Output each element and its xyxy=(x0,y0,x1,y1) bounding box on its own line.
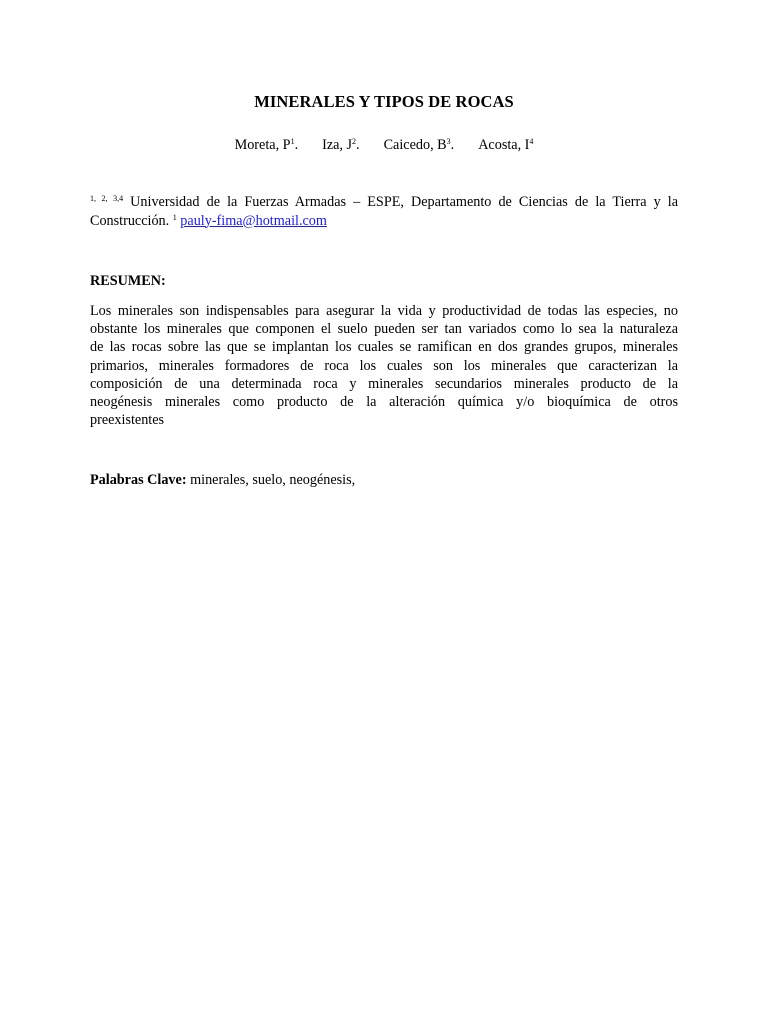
author-1 xyxy=(235,136,299,154)
abstract-line: neogénesis minerales como producto de la alteración química y/o bioquímica de otros xyxy=(90,393,678,410)
abstract-line: composición de una determinada roca y minerales secundarios minerales producto de la xyxy=(90,375,678,392)
author-name: Caicedo, B xyxy=(383,137,447,153)
affiliation xyxy=(90,193,678,230)
abstract-heading: RESUMEN: xyxy=(90,273,166,289)
author-suffix: . xyxy=(356,137,360,153)
author-name: Acosta, I xyxy=(478,137,530,153)
author-affiliation-mark: 4 xyxy=(529,137,534,146)
author-list xyxy=(0,136,768,154)
author-name: Moreta, P xyxy=(234,137,291,153)
author-2 xyxy=(322,136,359,154)
affiliation-marks: 1, 2, 3,4 xyxy=(90,194,124,203)
abstract-line: Los minerales son indispensables para asegurar la vida y productividad de todas las especies, no xyxy=(90,303,678,319)
email-affiliation-mark: 1 xyxy=(172,212,177,222)
author-4 xyxy=(478,136,533,154)
abstract-line: de las rocas sobre las que se implantan los cuales se ramifican en dos grandes grupos, minerales xyxy=(90,339,678,356)
author-suffix: . xyxy=(294,137,299,153)
author-affiliation-mark: 3 xyxy=(446,137,451,146)
author-affiliation-mark: 1 xyxy=(290,137,295,146)
author-3 xyxy=(384,136,455,154)
abstract-body xyxy=(90,302,678,429)
affiliation-text: Universidad de la Fuerzas Armadas – ESPE, Departamento de Ciencias de la Tierra y la Construcción. xyxy=(90,194,679,229)
email-link[interactable]: pauly-fima@hotmail.com xyxy=(180,212,327,229)
keywords xyxy=(90,471,355,489)
author-affiliation-mark: 2 xyxy=(352,137,357,146)
keywords-value: minerales, suelo, neogénesis, xyxy=(190,472,356,488)
abstract-line: preexistentes xyxy=(90,412,165,429)
keywords-label: Palabras Clave: xyxy=(90,472,187,488)
abstract-line: primarios, minerales formadores de roca los cuales son los minerales que caracterizan la xyxy=(90,357,678,374)
author-name: Iza, J xyxy=(322,137,353,153)
document-title: MINERALES Y TIPOS DE ROCAS xyxy=(254,92,514,111)
abstract-line: obstante los minerales que componen el suelo pueden ser tan variados como lo sea la naturaleza xyxy=(90,321,678,338)
author-suffix: . xyxy=(450,137,455,153)
